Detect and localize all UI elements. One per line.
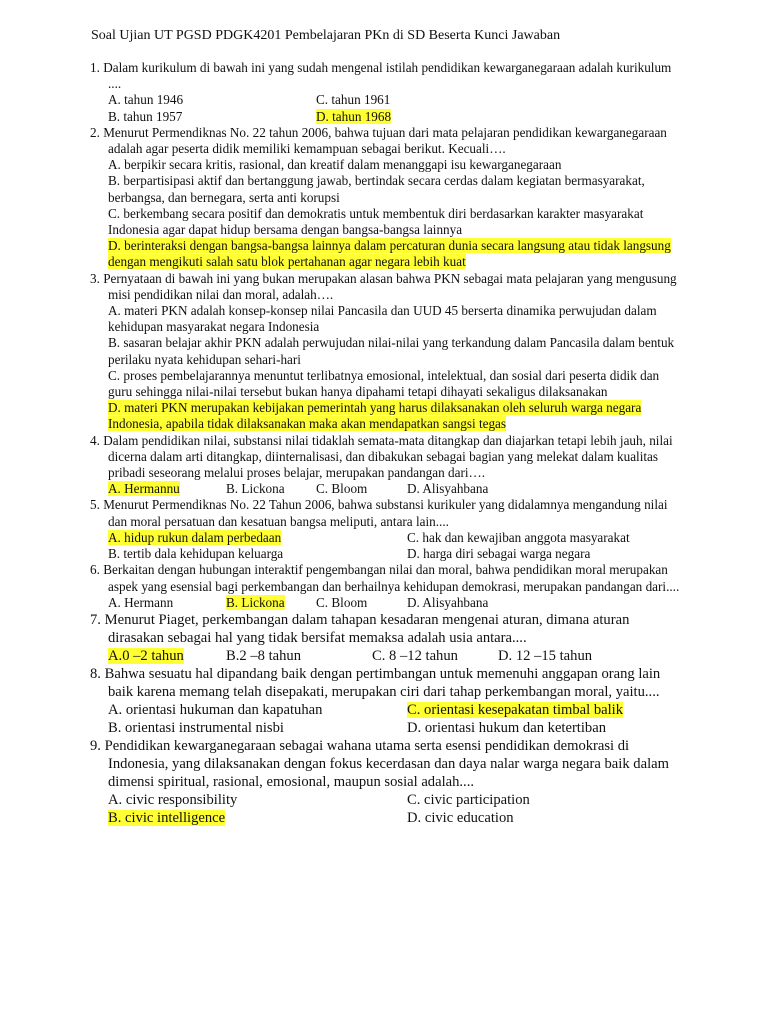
option-d: D. Alisyahbana [407,481,489,497]
option-b: B. tertib dala kehidupan keluarga [108,546,284,562]
option-c-answer: C. orientasi kesepakatan timbal balik [407,701,624,718]
question-9 [90,737,680,827]
option-c: C. hak dan kewajiban anggota masyarakat [407,529,630,545]
option-b: B. sasaran belajar akhir PKN adalah perwujudan nilai-nilai yang terkandung dalam Pancasila dalam bentuk perilaku nyata kehidupan sehari-hari [108,335,675,367]
question-number: 8. [90,665,101,682]
question-stem: Menurut Piaget, perkembangan dalam tahapan kesadaran mengenai aturan, dimana aturan dirasakan sebagai hal yang tidak bersifat memaksa adalah usia antara.... [104,611,630,646]
option-b-answer: B. civic intelligence [108,809,226,826]
option-b: B. berpartisipasi aktif dan bertanggung jawab, bertindak secara cerdas dalam kegiatan bermasyarakat, berbangsa, dan bernegara, serta anti korupsi [108,173,645,205]
option-d: D. 12 –15 tahun [498,647,593,664]
option-b: B. orientasi instrumental nisbi [108,719,284,736]
option-a-answer: A.0 –2 tahun [108,647,184,664]
option-a: A. Hermann [108,594,174,610]
question-stem: Dalam kurikulum di bawah ini yang sudah mengenal istilah pendidikan kewarganegaraan adalah kurikulum .... [103,60,672,92]
option-d: D. harga diri sebagai warga negara [407,546,591,562]
option-c: C. berkembang secara positif dan demokratis untuk membentuk diri berdasarkan karakter masyarakat Indonesia agar dapat hidup bersama dengan bangsa-bangsa lainnya [108,205,644,238]
question-8 [90,665,680,737]
option-c: C. civic participation [407,791,530,808]
option-a: A. orientasi hukuman dan kapatuhan [108,701,323,718]
question-3 [90,271,680,433]
question-2 [90,125,680,271]
option-b-answer: B. Lickona [226,594,285,610]
document-title: Soal Ujian UT PGSD PDGK4201 Pembelajaran PKn di SD Beserta Kunci Jawaban [91,28,561,43]
option-c: C. Bloom [316,594,368,610]
question-stem: Dalam pendidikan nilai, substansi nilai tidaklah semata-mata ditangkap dan diajarkan tetapi lebih jauh, nilai dicerna dalam arti ditangkap, diinternalisasi, dan dibakukan sebagai bagian yang melekat dalam kualitas pribadi seseorang melalui proses belajar, merupakan pandangan dari…. [103,432,673,481]
question-stem: Pendidikan kewarganegaraan sebagai wahana utama serta esensi pendidikan demokrasi di Indonesia, yang dilaksanakan dengan fokus kecerdasan dan daya nalar warga negara baik dalam dimensi spiritual, rasional, emosional, maupun sosial adalah.... [104,737,669,790]
question-stem: Berkaitan dengan hubungan interaktif pengembangan nilai dan moral, bahwa pendidikan moral merupakan aspek yang esensial bagi perkembangan dan berhailnya kehidupan demokrasi, merupakan pandangan dari.... [103,562,680,594]
question-number: 5. [90,497,100,513]
option-a: A. civic responsibility [108,791,238,808]
option-a: A. berpikir secara kritis, rasional, dan kreatif dalam menanggapi isu kewarganegaraan [108,157,562,173]
option-d: D. orientasi hukum dan ketertiban [407,719,606,736]
option-b: B. tahun 1957 [108,108,183,124]
question-number: 9. [90,737,101,754]
question-4 [90,433,680,498]
option-d-answer: D. materi PKN merupakan kebijakan pemerintah yang harus dilaksanakan oleh seluruh warga negara Indonesia, apabila tidak dilaksanakan maka akan mendapatkan sangsi tegas [108,400,642,432]
option-b: B.2 –8 tahun [226,647,301,664]
option-b: B. Lickona [226,481,285,497]
option-a-answer: A. hidup rukun dalam perbedaan [108,529,282,545]
option-d: D. civic education [407,809,514,826]
option-c: C. tahun 1961 [316,92,391,108]
question-5 [90,497,680,562]
option-a: A. materi PKN adalah konsep-konsep nilai Pancasila dan UUD 45 berserta dinamika perwujudan dalam kehidupan masyarakat negara Indonesia [108,303,657,335]
question-number: 7. [90,611,101,628]
question-number: 6. [90,562,100,578]
question-stem: Pernyataan di bawah ini yang bukan merupakan alasan bahwa PKN sebagai mata pelajaran yang mengusung misi pendidikan nilai dan moral, adalah…. [103,270,677,302]
option-a-answer: A. Hermannu [108,481,180,497]
question-number: 1. [90,60,100,75]
option-c: C. 8 –12 tahun [372,647,458,664]
option-d-answer: D. tahun 1968 [316,108,392,124]
question-1 [90,60,680,125]
question-stem: Bahwa sesuatu hal dipandang baik dengan pertimbangan untuk memenuhi anggapan orang lain baik karena memang telah disepakati, merupakan ciri dari tahap perkembangan moral, yaitu.... [104,665,661,700]
option-c: C. Bloom [316,481,368,497]
option-d-answer: D. berinteraksi dengan bangsa-bangsa lainnya dalam percaturan dunia secara langsung atau tidak langsung dengan mengikuti salah satu blok pertahanan agar negara lebih kuat [108,238,671,270]
question-6 [90,562,680,611]
option-d: D. Alisyahbana [407,594,489,610]
question-number: 2. [90,124,100,140]
question-number: 3. [90,270,100,286]
option-c: C. proses pembelajarannya menuntut terlibatnya emosional, intelektual, dan sosial dari peserta didik dan guru sehingga nilai-nilai tersebut bukan hanya dipahami tetapi dihayati sekaligus dilaksanakan [108,367,660,400]
question-stem: Menurut Permendiknas No. 22 Tahun 2006, bahwa substansi kurikuler yang didalamnya mengandung nilai dan moral persatuan dan kesatuan bangsa meliputi, antara lain.... [103,497,668,529]
question-list [90,60,680,827]
question-number: 4. [90,432,100,448]
option-a: A. tahun 1946 [108,92,184,108]
question-7 [90,611,680,665]
question-stem: Menurut Permendiknas No. 22 tahun 2006, bahwa tujuan dari mata pelajaran pendidikan kewarganegaraan adalah agar peserta didik memiliki kemampuan sebagai berikut. Kecuali…. [103,124,667,157]
